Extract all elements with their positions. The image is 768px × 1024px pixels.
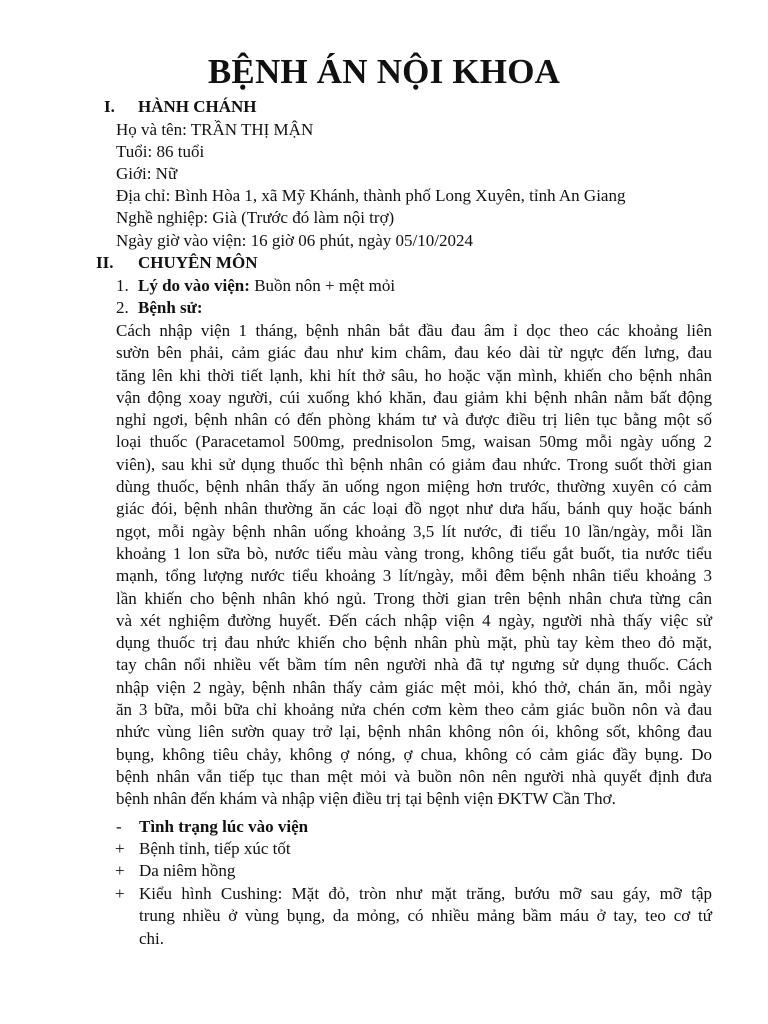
history-line: khoảng 1 lon sữa bò, nước tiểu màu vàng trong, không tiểu gắt buốt, tia nước tiểu bbox=[116, 543, 712, 563]
history-line: bụng, không tiêu chảy, không ợ nóng, ợ chua, không có cảm giác đầy bụng. Do bbox=[116, 744, 712, 764]
history-line: tăng lên khi thời tiết lạnh, khi hít thở sâu, ho hoặc vặn mình, khiến cho bệnh nhân bbox=[116, 365, 712, 385]
history-line: lần khiến cho bệnh nhân khó ngủ. Trong thời gian trên bệnh nhân chưa từng cân bbox=[116, 588, 712, 608]
bullet-marker: + bbox=[115, 839, 125, 858]
field-sex: Giới: Nữ bbox=[116, 164, 178, 183]
history-line: giác đói, bệnh nhân thường ăn các loại đồ ngọt như dưa hấu, bánh quy hoặc bánh bbox=[116, 499, 712, 519]
history-line: viên), sau khi sử dụng thuốc thì bệnh nhân có giảm đau nhức. Trong suốt thời gian bbox=[116, 454, 712, 474]
item-2-number: 2. bbox=[116, 298, 129, 317]
status-bullet-mucosa bbox=[139, 860, 712, 882]
history-label: Bệnh sử: bbox=[138, 298, 203, 317]
field-admission-time: Ngày giờ vào viện: 16 giờ 06 phút, ngày 05/10/2024 bbox=[116, 231, 473, 250]
status-heading: Tình trạng lúc vào viện bbox=[139, 817, 309, 836]
field-age: Tuổi: 86 tuổi bbox=[116, 142, 205, 161]
history-line: và xét nghiệm đường huyết. Đến cách nhập viện 4 ngày, người nhà thấy việc sử bbox=[116, 610, 712, 630]
history-line: nhập viện 2 ngày, bệnh nhân thấy cảm giác mệt mỏi, khó thở, chán ăn, mỗi ngày bbox=[116, 677, 712, 697]
field-full-name: Họ và tên: TRẦN THỊ MẬN bbox=[116, 120, 314, 139]
history-line: ăn 3 bữa, mỗi bữa chỉ khoảng nửa chén cơm kèm theo cảm giác buồn nôn và đau bbox=[116, 700, 712, 720]
medical-history-paragraph bbox=[116, 320, 712, 811]
history-line: tay chân nổi nhiều vết bầm tím nên người nhà đã tự ngưng sử dụng thuốc. Cách bbox=[116, 655, 712, 675]
section-1-title: HÀNH CHÁNH bbox=[138, 97, 257, 116]
history-line: sườn bên phải, cảm giác đau như kim châm, đau kéo dài từ ngực đến lưng, đau bbox=[116, 343, 712, 363]
reason-for-admission bbox=[138, 275, 395, 297]
status-bullet-cushing bbox=[139, 883, 712, 950]
history-line: ngọt, mỗi ngày bệnh nhân uống khoảng 3,5 lít nước, đi tiểu 10 lần/ngày, mỗi lần bbox=[116, 521, 712, 541]
field-occupation: Nghề nghiệp: Già (Trước đó làm nội trợ) bbox=[116, 208, 395, 227]
history-line: mạnh, tổng lượng nước tiểu khoảng 3 lít/ngày, mỗi đêm bệnh nhân tiểu khoảng 3 bbox=[116, 566, 712, 586]
bullet-line: Da niêm hồng bbox=[139, 861, 236, 880]
section-1-number: I. bbox=[104, 97, 115, 116]
section-2-number: II. bbox=[96, 253, 114, 272]
reason-label: Lý do vào viện: bbox=[138, 276, 250, 295]
section-2-title: CHUYÊN MÔN bbox=[138, 253, 258, 272]
item-1-number: 1. bbox=[116, 276, 129, 295]
history-line: nghỉ ngơi, bệnh nhân có đến phòng khám tư và được điều trị liên tục bằng một số bbox=[116, 410, 712, 430]
status-dash-marker: - bbox=[116, 817, 122, 836]
reason-value: Buồn nôn + mệt mỏi bbox=[249, 276, 396, 295]
bullet-marker: + bbox=[115, 884, 125, 903]
history-line: loại thuốc (Paracetamol 500mg, prednisolon 5mg, waisan 50mg mỗi ngày uống 2 bbox=[116, 432, 712, 452]
history-line: bệnh nhân vẫn tiếp tục than mệt mỏi và buồn nôn nên người nhà quyết định đưa bbox=[116, 766, 712, 786]
history-line: vận động xoay người, cúi xuống khó khăn, đau giảm khi bệnh nhân nằm bất động bbox=[116, 387, 712, 407]
bullet-line: trung nhiều ở vùng bụng, da mỏng, có nhiều mảng bầm máu ở tay, teo cơ tứ bbox=[139, 906, 712, 926]
bullet-marker: + bbox=[115, 861, 125, 880]
bullet-line: chi. bbox=[139, 928, 165, 948]
bullet-line: Bệnh tỉnh, tiếp xúc tốt bbox=[139, 839, 291, 858]
history-line: bệnh nhân đến khám và nhập viện điều trị tại bệnh viện ĐKTW Cần Thơ. bbox=[116, 789, 616, 809]
history-line: Cách nhập viện 1 tháng, bệnh nhân bắt đầu đau âm ỉ dọc theo các khoảng liên bbox=[116, 321, 712, 340]
history-line: nhức vùng liên sườn quay trở lại, bệnh nhân không nôn ói, không sốt, không đau bbox=[116, 722, 712, 742]
history-line: dụng thuốc trị đau nhức khiến cho bệnh nhân phù mặt, phù tay kèm theo đỏ mặt, bbox=[116, 633, 712, 653]
field-address: Địa chỉ: Bình Hòa 1, xã Mỹ Khánh, thành phố Long Xuyên, tỉnh An Giang bbox=[116, 186, 626, 205]
status-bullet-consciousness bbox=[139, 838, 712, 860]
bullet-line: Kiểu hình Cushing: Mặt đỏ, tròn như mặt trăng, bướu mỡ sau gáy, mỡ tập bbox=[139, 884, 712, 903]
document-title: BỆNH ÁN NỘI KHOA bbox=[207, 52, 561, 91]
history-line: dùng thuốc, bệnh nhân thấy ăn uống ngon miệng hơn trước, thường xuyên có cảm bbox=[116, 477, 712, 497]
